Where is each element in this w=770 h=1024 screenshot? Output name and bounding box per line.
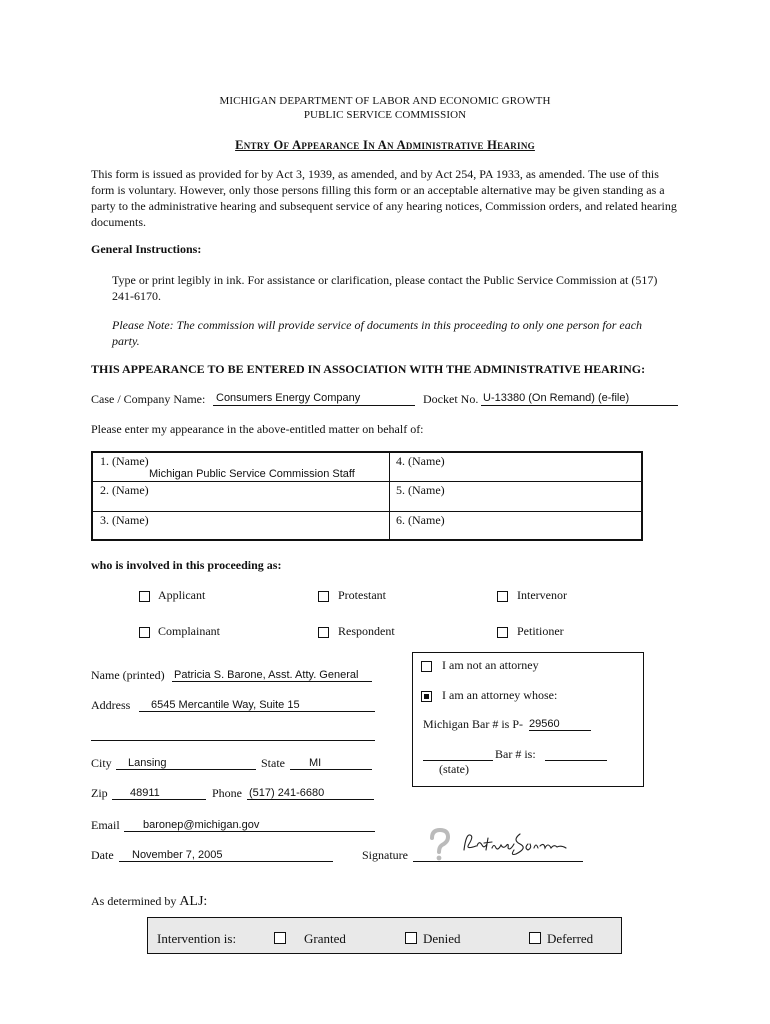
docket-value[interactable]: U-13380 (On Remand) (e-file) [483, 392, 630, 404]
address-value[interactable]: 6545 Mercantile Way, Suite 15 [151, 699, 300, 711]
determined-by-text: As determined by [91, 894, 177, 908]
complainant-checkbox[interactable] [139, 627, 150, 638]
michigan-bar-value[interactable]: 29560 [529, 718, 560, 730]
deferred-label: Deferred [547, 931, 594, 946]
address-underline [139, 711, 375, 712]
complainant-label: Complainant [158, 624, 220, 638]
attorney-status-box [412, 652, 644, 787]
address-underline-2[interactable] [91, 740, 375, 741]
zip-value[interactable]: 48911 [130, 787, 160, 799]
michigan-bar-underline [529, 730, 591, 731]
respondent-label: Respondent [338, 624, 395, 638]
intervention-label: Intervention is: [157, 931, 237, 946]
granted-label: Granted [304, 931, 346, 946]
phone-label: Phone [212, 786, 242, 800]
phone-value[interactable]: (517) 241-6680 [249, 787, 325, 799]
name-1-value[interactable]: Michigan Public Service Commission Staff [149, 468, 355, 480]
email-value[interactable]: baronep@michigan.gov [143, 819, 260, 831]
denied-label: Denied [423, 931, 461, 946]
city-label: City [91, 756, 112, 770]
granted-checkbox[interactable] [274, 932, 286, 944]
protestant-label: Protestant [338, 588, 386, 602]
case-label: Case / Company Name: [91, 392, 206, 406]
table-divider-vertical [389, 453, 390, 539]
date-underline [119, 861, 333, 862]
state-underline [290, 769, 372, 770]
denied-checkbox[interactable] [405, 932, 417, 944]
applicant-checkbox[interactable] [139, 591, 150, 602]
name-value[interactable]: Patricia S. Barone, Asst. Atty. General [174, 669, 359, 681]
name-label: Name (printed) [91, 668, 165, 682]
date-label: Date [91, 848, 114, 862]
address-label: Address [91, 698, 131, 712]
alj-text: ALJ: [179, 894, 208, 909]
deferred-checkbox[interactable] [529, 932, 541, 944]
table-divider-row-1 [93, 481, 641, 482]
name-3-label[interactable]: 3. (Name) [100, 513, 149, 527]
respondent-checkbox[interactable] [318, 627, 329, 638]
party-names-table [91, 451, 643, 541]
instructions-heading: General Instructions: [91, 242, 202, 256]
applicant-label: Applicant [158, 588, 206, 602]
name-4-label[interactable]: 4. (Name) [396, 454, 445, 468]
intervenor-label: Intervenor [517, 588, 567, 602]
docket-underline [481, 405, 678, 406]
determined-by-label [91, 894, 207, 910]
instructions-text: Type or print legibly in ink. For assistance or clarification, please contact the Public Service Commission at (517) 241-6170. [112, 273, 658, 303]
behalf-text: Please enter my appearance in the above-entitled matter on behalf of: [91, 422, 424, 436]
petitioner-checkbox[interactable] [497, 627, 508, 638]
state-label: State [261, 756, 285, 770]
state-value[interactable]: MI [309, 757, 322, 769]
intervention-box [147, 917, 622, 954]
question-mark-icon [432, 830, 448, 860]
name-underline [172, 681, 372, 682]
not-attorney-checkbox[interactable] [421, 661, 432, 672]
case-underline [213, 405, 415, 406]
phone-underline [247, 799, 374, 800]
name-5-label[interactable]: 5. (Name) [396, 483, 445, 497]
case-value[interactable]: Consumers Energy Company [216, 392, 361, 404]
city-underline [116, 769, 256, 770]
form-title: Entry Of Appearance In An Administrative Hearing [235, 138, 535, 152]
name-6-label[interactable]: 6. (Name) [396, 513, 445, 527]
email-underline [124, 831, 375, 832]
appearance-heading: THIS APPEARANCE TO BE ENTERED IN ASSOCIATION WITH THE ADMINISTRATIVE HEARING: [91, 362, 646, 376]
protestant-checkbox[interactable] [318, 591, 329, 602]
involved-heading: who is involved in this proceeding as: [91, 558, 282, 572]
not-attorney-label: I am not an attorney [442, 658, 539, 672]
michigan-bar-label: Michigan Bar # is P- [423, 717, 523, 731]
department-heading: MICHIGAN DEPARTMENT OF LABOR AND ECONOMIC GROWTH [219, 95, 551, 107]
docket-label: Docket No. [423, 392, 479, 406]
table-divider-row-2 [93, 511, 641, 512]
intro-paragraph: This form is issued as provided for by Act 3, 1939, as amended, and by Act 254, PA 1933, as amended. The use of this form is voluntary. However, only those persons filling this form or an acceptable alternative may be given standing as a party to the administrative hearing and subsequent service of any hearing notices, Commission orders, and related hearing documents. [91, 167, 677, 229]
other-state-underline[interactable] [423, 760, 493, 761]
is-attorney-checkbox[interactable] [421, 691, 432, 702]
zip-underline [112, 799, 206, 800]
name-1-label: 1. (Name) [100, 454, 149, 468]
signature-image[interactable] [424, 826, 584, 862]
commission-heading: PUBLIC SERVICE COMMISSION [303, 109, 467, 121]
zip-label: Zip [91, 786, 108, 800]
other-bar-underline[interactable] [545, 760, 607, 761]
email-label: Email [91, 818, 120, 832]
date-value[interactable]: November 7, 2005 [132, 849, 223, 861]
name-2-label[interactable]: 2. (Name) [100, 483, 149, 497]
intervenor-checkbox[interactable] [497, 591, 508, 602]
instructions-note: Please Note: The commission will provide service of documents in this proceeding to only one person for each party. [112, 318, 643, 348]
is-attorney-label: I am an attorney whose: [442, 688, 558, 702]
other-bar-label: Bar # is: [495, 747, 536, 761]
state-hint-label: (state) [439, 762, 469, 776]
signature-label: Signature [362, 848, 408, 862]
city-value[interactable]: Lansing [128, 757, 167, 769]
petitioner-label: Petitioner [517, 624, 564, 638]
